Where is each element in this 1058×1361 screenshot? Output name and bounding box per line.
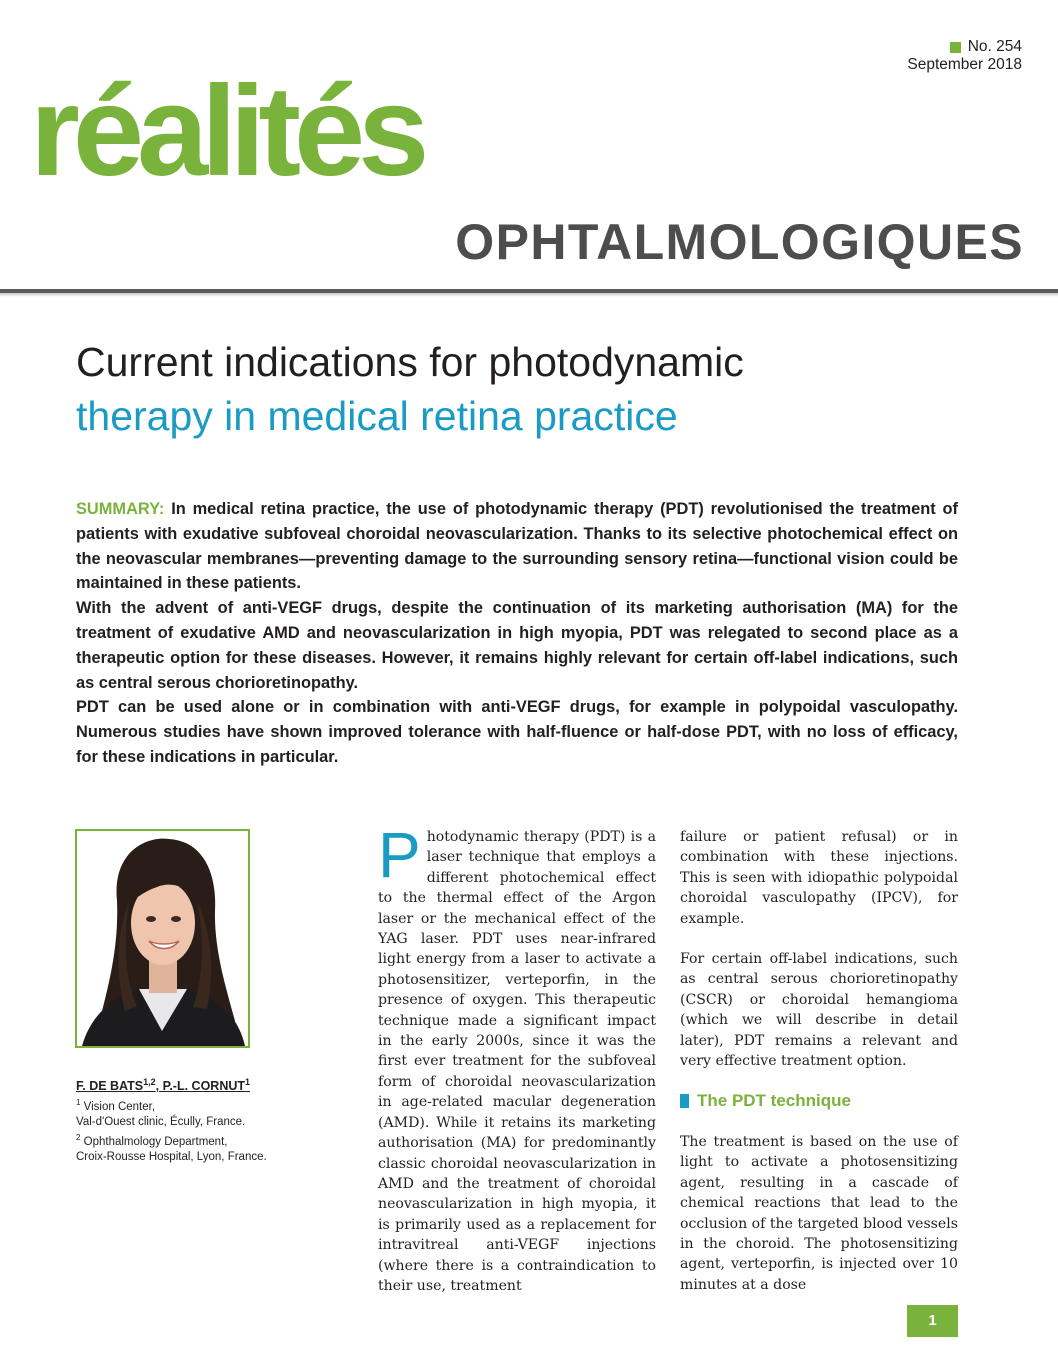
body-column-1 [378,819,656,1296]
author-names [76,1075,250,1094]
body-column-2 [680,827,958,1071]
author-1-affiliation-marker: 1,2 [143,1077,156,1087]
body-paragraph-1 [378,819,656,1296]
green-square-icon [950,42,961,53]
issue-number-line [907,38,1022,56]
affiliation-1-text: Vision Center, [80,1100,156,1113]
author-portrait-illustration [77,831,248,1046]
affiliation-1-line-1 [76,1095,267,1115]
body-column-2-lower [680,1132,958,1295]
affiliations [76,1095,267,1165]
summary [76,497,958,770]
summary-paragraph-3: PDT can be used alone or in combination with anti-VEGF drugs, for example in polypoidal vasculopathy. Numerous studies have shown improved tolerance with half-fluence or half-dose PDT, with no loss of efficacy, for these indications in particular. [76,698,958,766]
affiliation-2-text: Ophthalmology Department, [80,1135,228,1148]
author-separator: , [155,1079,163,1094]
affiliation-2-marker: 2 [76,1132,81,1142]
body-text-1: hotodynamic therapy (PDT) is a laser technique that employs a different photochemical effect to the thermal effect of the Argon laser or the mechanical effect of the YAG laser. PDT uses near-infrared light energy from a laser to activate a photosensitizer, verteporfin, in the presence of oxygen. This therapeutic technique made a significant impact in the early 2000s, since it was the first ever treatment for the subfoveal form of choroidal neovascularization in age-related macular degeneration (AMD). While it retains its marketing authorisation (MA) for predominantly classic choroidal neovascularization in AMD and the treatment of choroidal neovascularization in high myopia, it is primarily used as a replacement for intravitreal anti-VEGF injections (where there is a contraindication to their use, treatment [378,829,656,1294]
summary-label: SUMMARY: [76,500,165,518]
affiliation-2-line-2: Croix-Rousse Hospital, Lyon, France. [76,1150,267,1163]
affiliation-1-line-2: Val-d'Ouest clinic, Écully, France. [76,1115,246,1128]
summary-paragraph-2: With the advent of anti-VEGF drugs, despite the continuation of its marketing authorisation (MA) for the treatment of exudative AMD and neovascularization in high myopia, PDT was relegated to second place as a therapeutic option for these diseases. However, it remains highly relevant for certain off-label indications, such as central serous chorioretinopathy. [76,599,958,692]
paragraph-gap [680,929,958,949]
summary-paragraph-1 [76,497,958,596]
issue-info [907,38,1022,74]
section-heading [680,1090,851,1112]
author-photo [75,829,250,1048]
article-title-line1: Current indications for photodynamic [76,339,744,385]
section-marker-icon [680,1094,689,1108]
issue-date: September 2018 [907,56,1022,73]
author-2-affiliation-marker: 1 [245,1077,251,1087]
brand-logo: réalités [30,60,423,203]
drop-cap: P [378,819,421,891]
summary-text-1: In medical retina practice, the use of photodynamic therapy (PDT) revolutionised the treatment of patients with exudative subfoveal choroidal neovascularization. Thanks to its selective photochemical effect on the neovascular membranes—preventing damage to the surrounding sensory retina—functional vision could be maintained in these patients. [76,500,958,593]
section-title: The PDT technique [697,1091,851,1110]
author-1: F. DE BATS [76,1079,144,1094]
body-paragraph-3: For certain off-label indications, such as central serous chorioretinopathy (CSCR) or choroidal hemangioma (which we will describe in detail later), PDT remains a relevant and very effective treatment option. [680,951,958,1070]
body-paragraph-2: failure or patient refusal) or in combination with these injections. This is seen with idiopathic polypoidal choroidal vasculopathy (IPCV), for example. [680,829,958,927]
affiliation-2-line-1 [76,1130,267,1150]
header-rule-shadow [0,293,1058,297]
journal-name: OPHTALMOLOGIQUES [455,214,1024,270]
affiliation-1-marker: 1 [76,1098,81,1107]
article-title-line2: therapy in medical retina practice [76,393,678,439]
author-2: P.-L. CORNUT [162,1079,246,1094]
issue-number: No. 254 [967,38,1022,55]
page-number: 1 [907,1305,958,1337]
body-paragraph-4: The treatment is based on the use of light to activate a photosensitizing agent, resulting in a cascade of chemical reactions that lead to the occlusion of the targeted blood vessels in the choroid. The photosensitizing agent, verteporfin, is injected over 10 minutes at a dose [680,1134,958,1293]
